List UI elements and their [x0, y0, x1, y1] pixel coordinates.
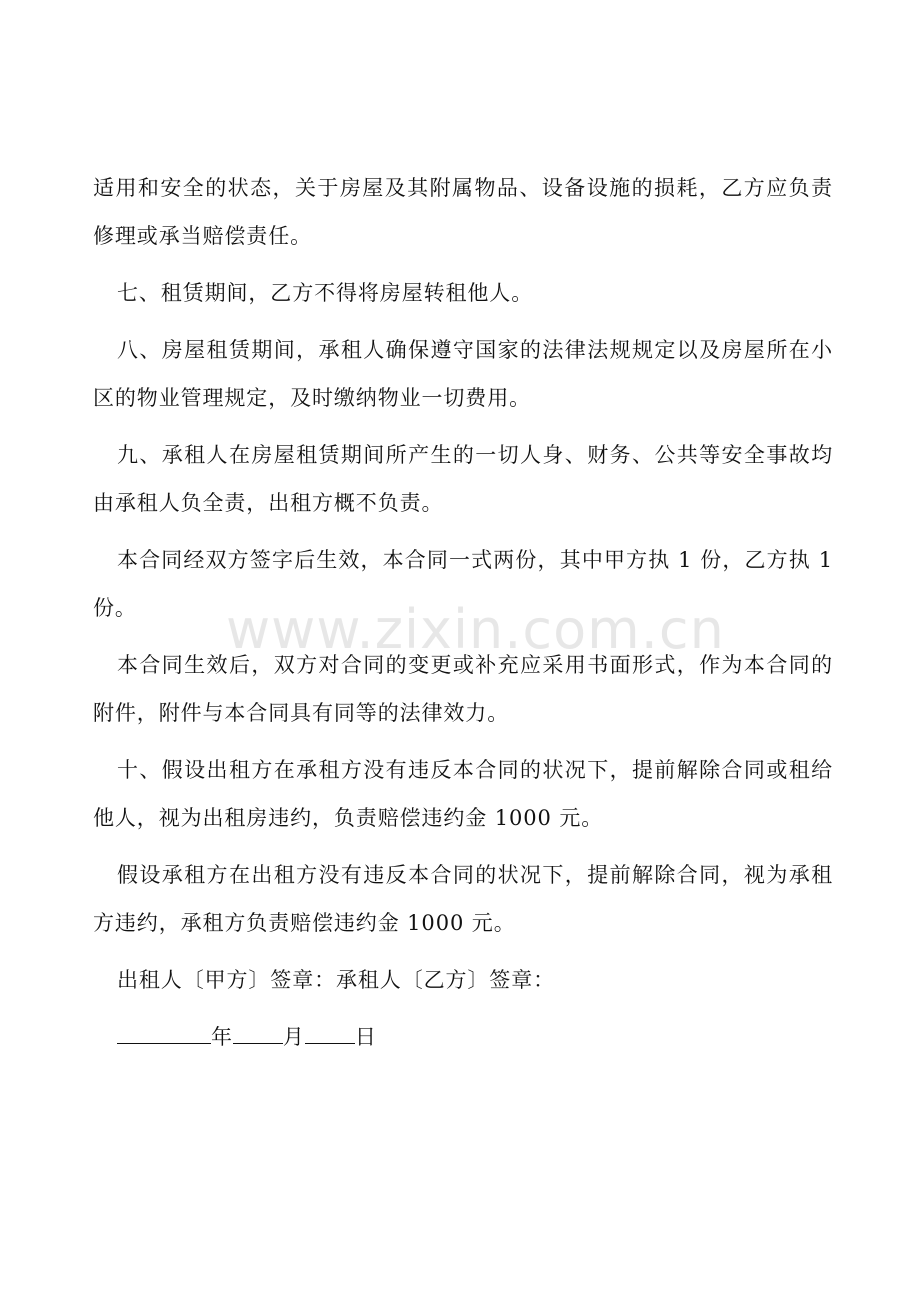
- paragraph-lessee-breach: 假设承租方在出租方没有违反本合同的状况下，提前解除合同，视为承租方违约，承租方负责赔偿违约金 1000 元。: [93, 863, 833, 935]
- paragraph-amendments: 本合同生效后，双方对合同的变更或补充应采用书面形式，作为本合同的附件，附件与本合同具有同等的法律效力。: [93, 653, 833, 725]
- signature-line: 出租人〔甲方〕签章：承租人〔乙方〕签章：: [117, 968, 555, 992]
- year-blank: [117, 1015, 211, 1044]
- date-line: [93, 1013, 833, 1061]
- clause-ten: 十、假设出租方在承租方没有违反本合同的状况下，提前解除合同或租给他人，视为出租房违约，负责赔偿违约金 1000 元。: [93, 758, 833, 830]
- month-label: 月: [282, 1025, 305, 1049]
- clause-nine: 九、承租人在房屋租赁期间所产生的一切人身、财务、公共等安全事故均由承租人负全责，出租方概不负责。: [93, 443, 833, 515]
- month-blank: [233, 1015, 283, 1044]
- paragraph-continuation: 适用和安全的状态，关于房屋及其附属物品、设备设施的损耗，乙方应负责修理或承当赔偿责任。: [93, 176, 833, 248]
- watermark-text: www.zixin.com.cn: [226, 598, 725, 661]
- year-label: 年: [211, 1025, 233, 1049]
- document-body: [93, 164, 833, 1061]
- day-label: 日: [354, 1025, 377, 1049]
- paragraph-effectiveness: 本合同经双方签字后生效，本合同一式两份，其中甲方执 1 份，乙方执 1 份。: [93, 548, 833, 620]
- clause-seven: 七、租赁期间，乙方不得将房屋转租他人。: [117, 281, 534, 305]
- day-blank: [305, 1015, 355, 1044]
- clause-eight: 八、房屋租赁期间，承租人确保遵守国家的法律法规规定以及房屋所在小区的物业管理规定，及时缴纳物业一切费用。: [93, 338, 833, 410]
